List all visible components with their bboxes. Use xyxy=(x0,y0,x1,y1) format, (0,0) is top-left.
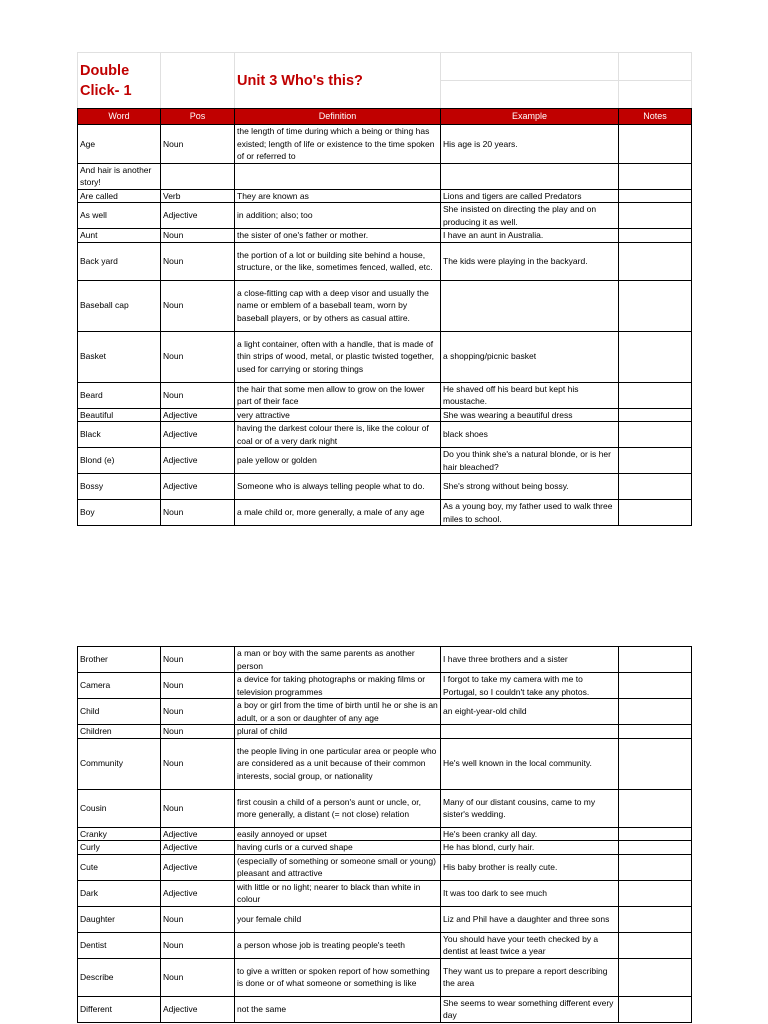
book-title-line2: Click- 1 xyxy=(80,82,132,99)
cell-example: His age is 20 years. xyxy=(441,125,619,164)
cell-definition: plural of child xyxy=(235,725,441,739)
cell-example: He's been cranky all day. xyxy=(441,827,619,841)
cell-word: And hair is another story! xyxy=(78,163,161,189)
table-row xyxy=(78,958,692,996)
cell-definition xyxy=(235,163,441,189)
cell-pos: Noun xyxy=(161,331,235,382)
cell-example xyxy=(441,280,619,331)
cell-notes xyxy=(619,125,692,164)
cell-word: Camera xyxy=(78,673,161,699)
cell-pos: Noun xyxy=(161,789,235,827)
cell-word: Children xyxy=(78,725,161,739)
table-row xyxy=(78,725,692,739)
table-row xyxy=(78,163,692,189)
cell-pos: Noun xyxy=(161,382,235,408)
cell-notes xyxy=(619,500,692,526)
column-header-example: Example xyxy=(441,109,619,125)
cell-notes xyxy=(619,673,692,699)
cell-notes xyxy=(619,242,692,280)
cell-example: It was too dark to see much xyxy=(441,880,619,906)
cell-word: Beautiful xyxy=(78,408,161,422)
cell-notes xyxy=(619,880,692,906)
cell-notes xyxy=(619,958,692,996)
cell-pos: Noun xyxy=(161,647,235,673)
table-row xyxy=(78,189,692,203)
cell-notes xyxy=(619,422,692,448)
cell-definition: pale yellow or golden xyxy=(235,448,441,474)
table-row xyxy=(78,229,692,243)
cell-word: Child xyxy=(78,699,161,725)
cell-example: I forgot to take my camera with me to Portugal, so I couldn't take any photos. xyxy=(441,673,619,699)
cell-definition: a man or boy with the same parents as another person xyxy=(235,647,441,673)
cell-example xyxy=(441,163,619,189)
cell-word: Cranky xyxy=(78,827,161,841)
cell-definition: the people living in one particular area or people who are considered as a unit because of their common interests, social group, or nationality xyxy=(235,738,441,789)
cell-definition: your female child xyxy=(235,906,441,932)
column-header-word: Word xyxy=(78,109,161,125)
cell-notes xyxy=(619,280,692,331)
cell-pos: Adjective xyxy=(161,827,235,841)
cell-example: I have three brothers and a sister xyxy=(441,647,619,673)
cell-definition: to give a written or spoken report of how something is done or of what someone or something is like xyxy=(235,958,441,996)
cell-example: They want us to prepare a report describing the area xyxy=(441,958,619,996)
cell-notes xyxy=(619,163,692,189)
cell-notes xyxy=(619,996,692,1022)
cell-notes xyxy=(619,827,692,841)
cell-definition: a device for taking photographs or making films or television programmes xyxy=(235,673,441,699)
cell-pos: Noun xyxy=(161,280,235,331)
cell-definition: They are known as xyxy=(235,189,441,203)
cell-example: As a young boy, my father used to walk three miles to school. xyxy=(441,500,619,526)
cell-definition: in addition; also; too xyxy=(235,203,441,229)
cell-word: Baseball cap xyxy=(78,280,161,331)
table-row xyxy=(78,906,692,932)
cell-notes xyxy=(619,906,692,932)
cell-pos: Adjective xyxy=(161,996,235,1022)
cell-example: a shopping/picnic basket xyxy=(441,331,619,382)
table-row xyxy=(78,242,692,280)
cell-notes xyxy=(619,789,692,827)
cell-definition: Someone who is always telling people what to do. xyxy=(235,474,441,500)
cell-notes xyxy=(619,474,692,500)
cell-notes xyxy=(619,932,692,958)
cell-definition: very attractive xyxy=(235,408,441,422)
cell-word: Brother xyxy=(78,647,161,673)
cell-pos: Noun xyxy=(161,500,235,526)
table-row xyxy=(78,789,692,827)
cell-notes xyxy=(619,331,692,382)
table-row xyxy=(78,382,692,408)
cell-word: Different xyxy=(78,996,161,1022)
column-header-definition: Definition xyxy=(235,109,441,125)
cell-word: Daughter xyxy=(78,906,161,932)
cell-pos: Adjective xyxy=(161,448,235,474)
cell-definition: the sister of one's father or mother. xyxy=(235,229,441,243)
table-row xyxy=(78,474,692,500)
cell-pos: Noun xyxy=(161,229,235,243)
table-row xyxy=(78,841,692,855)
table-row xyxy=(78,448,692,474)
cell-example: She's strong without being bossy. xyxy=(441,474,619,500)
cell-definition: a close-fitting cap with a deep visor and usually the name or emblem of a baseball team, worn by baseball players, or by others as casual attire. xyxy=(235,280,441,331)
cell-definition: with little or no light; nearer to black than white in colour xyxy=(235,880,441,906)
cell-example xyxy=(441,725,619,739)
cell-example: He has blond, curly hair. xyxy=(441,841,619,855)
cell-word: Bossy xyxy=(78,474,161,500)
cell-word: As well xyxy=(78,203,161,229)
table-header-row xyxy=(78,109,692,125)
cell-definition: a boy or girl from the time of birth until he or she is an adult, or a son or daughter of any age xyxy=(235,699,441,725)
cell-word: Dentist xyxy=(78,932,161,958)
cell-notes xyxy=(619,841,692,855)
cell-definition: easily annoyed or upset xyxy=(235,827,441,841)
cell-word: Back yard xyxy=(78,242,161,280)
cell-pos: Adjective xyxy=(161,408,235,422)
column-header-pos: Pos xyxy=(161,109,235,125)
table-row xyxy=(78,331,692,382)
cell-pos: Adjective xyxy=(161,854,235,880)
cell-pos xyxy=(161,163,235,189)
cell-pos: Adjective xyxy=(161,203,235,229)
cell-definition: first cousin a child of a person's aunt or uncle, or, more generally, a distant (= not close) relation xyxy=(235,789,441,827)
table-row xyxy=(78,203,692,229)
table-row xyxy=(78,280,692,331)
cell-example: Many of our distant cousins, came to my sister's wedding. xyxy=(441,789,619,827)
cell-notes xyxy=(619,448,692,474)
cell-notes xyxy=(619,854,692,880)
cell-pos: Noun xyxy=(161,673,235,699)
cell-example: Lions and tigers are called Predators xyxy=(441,189,619,203)
cell-pos: Noun xyxy=(161,699,235,725)
table-row xyxy=(78,647,692,673)
cell-example: an eight-year-old child xyxy=(441,699,619,725)
vocabulary-table-page1 xyxy=(77,108,692,526)
vocabulary-table-page2 xyxy=(77,646,692,1023)
cell-word: Black xyxy=(78,422,161,448)
table-row xyxy=(78,699,692,725)
cell-pos: Noun xyxy=(161,958,235,996)
table-row xyxy=(78,422,692,448)
cell-definition: a light container, often with a handle, that is made of thin strips of wood, metal, or plastic twisted together, used for carrying or storing things xyxy=(235,331,441,382)
cell-example: Do you think she's a natural blonde, or is her hair bleached? xyxy=(441,448,619,474)
cell-example: He shaved off his beard but kept his moustache. xyxy=(441,382,619,408)
cell-word: Boy xyxy=(78,500,161,526)
cell-definition: having curls or a curved shape xyxy=(235,841,441,855)
cell-pos: Verb xyxy=(161,189,235,203)
table-row xyxy=(78,880,692,906)
table-row xyxy=(78,408,692,422)
table-row xyxy=(78,673,692,699)
cell-word: Cute xyxy=(78,854,161,880)
table-row xyxy=(78,738,692,789)
cell-word: Blond (e) xyxy=(78,448,161,474)
table-row xyxy=(78,125,692,164)
cell-example: His baby brother is really cute. xyxy=(441,854,619,880)
cell-word: Aunt xyxy=(78,229,161,243)
cell-definition: the portion of a lot or building site behind a house, structure, or the like, sometimes fenced, walled, etc. xyxy=(235,242,441,280)
cell-pos: Noun xyxy=(161,932,235,958)
cell-pos: Noun xyxy=(161,906,235,932)
cell-pos: Noun xyxy=(161,125,235,164)
cell-word: Dark xyxy=(78,880,161,906)
cell-pos: Adjective xyxy=(161,474,235,500)
cell-word: Are called xyxy=(78,189,161,203)
cell-example: black shoes xyxy=(441,422,619,448)
cell-notes xyxy=(619,699,692,725)
cell-definition: the length of time during which a being or thing has existed; length of life or existence to the time spoken of or referred to xyxy=(235,125,441,164)
cell-pos: Noun xyxy=(161,725,235,739)
cell-definition: a male child or, more generally, a male of any age xyxy=(235,500,441,526)
cell-notes xyxy=(619,725,692,739)
book-title-line1: Double xyxy=(80,62,130,79)
cell-example: She seems to wear something different every day xyxy=(441,996,619,1022)
cell-notes xyxy=(619,382,692,408)
title-block xyxy=(77,52,692,109)
cell-word: Beard xyxy=(78,382,161,408)
cell-word: Age xyxy=(78,125,161,164)
table-row xyxy=(78,932,692,958)
cell-definition: the hair that some men allow to grow on the lower part of their face xyxy=(235,382,441,408)
cell-definition: a person whose job is treating people's teeth xyxy=(235,932,441,958)
cell-notes xyxy=(619,229,692,243)
cell-notes xyxy=(619,189,692,203)
table-row xyxy=(78,500,692,526)
cell-word: Community xyxy=(78,738,161,789)
table-row xyxy=(78,854,692,880)
cell-word: Cousin xyxy=(78,789,161,827)
cell-notes xyxy=(619,408,692,422)
unit-title: Unit 3 Who's this? xyxy=(235,53,441,109)
cell-example: He's well known in the local community. xyxy=(441,738,619,789)
cell-definition: not the same xyxy=(235,996,441,1022)
book-title xyxy=(78,53,161,109)
column-header-notes: Notes xyxy=(619,109,692,125)
table-row xyxy=(78,996,692,1022)
cell-definition: (especially of something or someone small or young) pleasant and attractive xyxy=(235,854,441,880)
cell-example: Liz and Phil have a daughter and three sons xyxy=(441,906,619,932)
cell-word: Describe xyxy=(78,958,161,996)
cell-pos: Adjective xyxy=(161,841,235,855)
cell-notes xyxy=(619,647,692,673)
cell-pos: Noun xyxy=(161,242,235,280)
cell-definition: having the darkest colour there is, like the colour of coal or of a very dark night xyxy=(235,422,441,448)
cell-example: She insisted on directing the play and on producing it as well. xyxy=(441,203,619,229)
cell-pos: Adjective xyxy=(161,880,235,906)
cell-notes xyxy=(619,203,692,229)
table-row xyxy=(78,827,692,841)
cell-example: The kids were playing in the backyard. xyxy=(441,242,619,280)
cell-example: She was wearing a beautiful dress xyxy=(441,408,619,422)
cell-notes xyxy=(619,738,692,789)
cell-word: Curly xyxy=(78,841,161,855)
cell-word: Basket xyxy=(78,331,161,382)
cell-pos: Noun xyxy=(161,738,235,789)
cell-example: You should have your teeth checked by a dentist at least twice a year xyxy=(441,932,619,958)
cell-example: I have an aunt in Australia. xyxy=(441,229,619,243)
cell-pos: Adjective xyxy=(161,422,235,448)
